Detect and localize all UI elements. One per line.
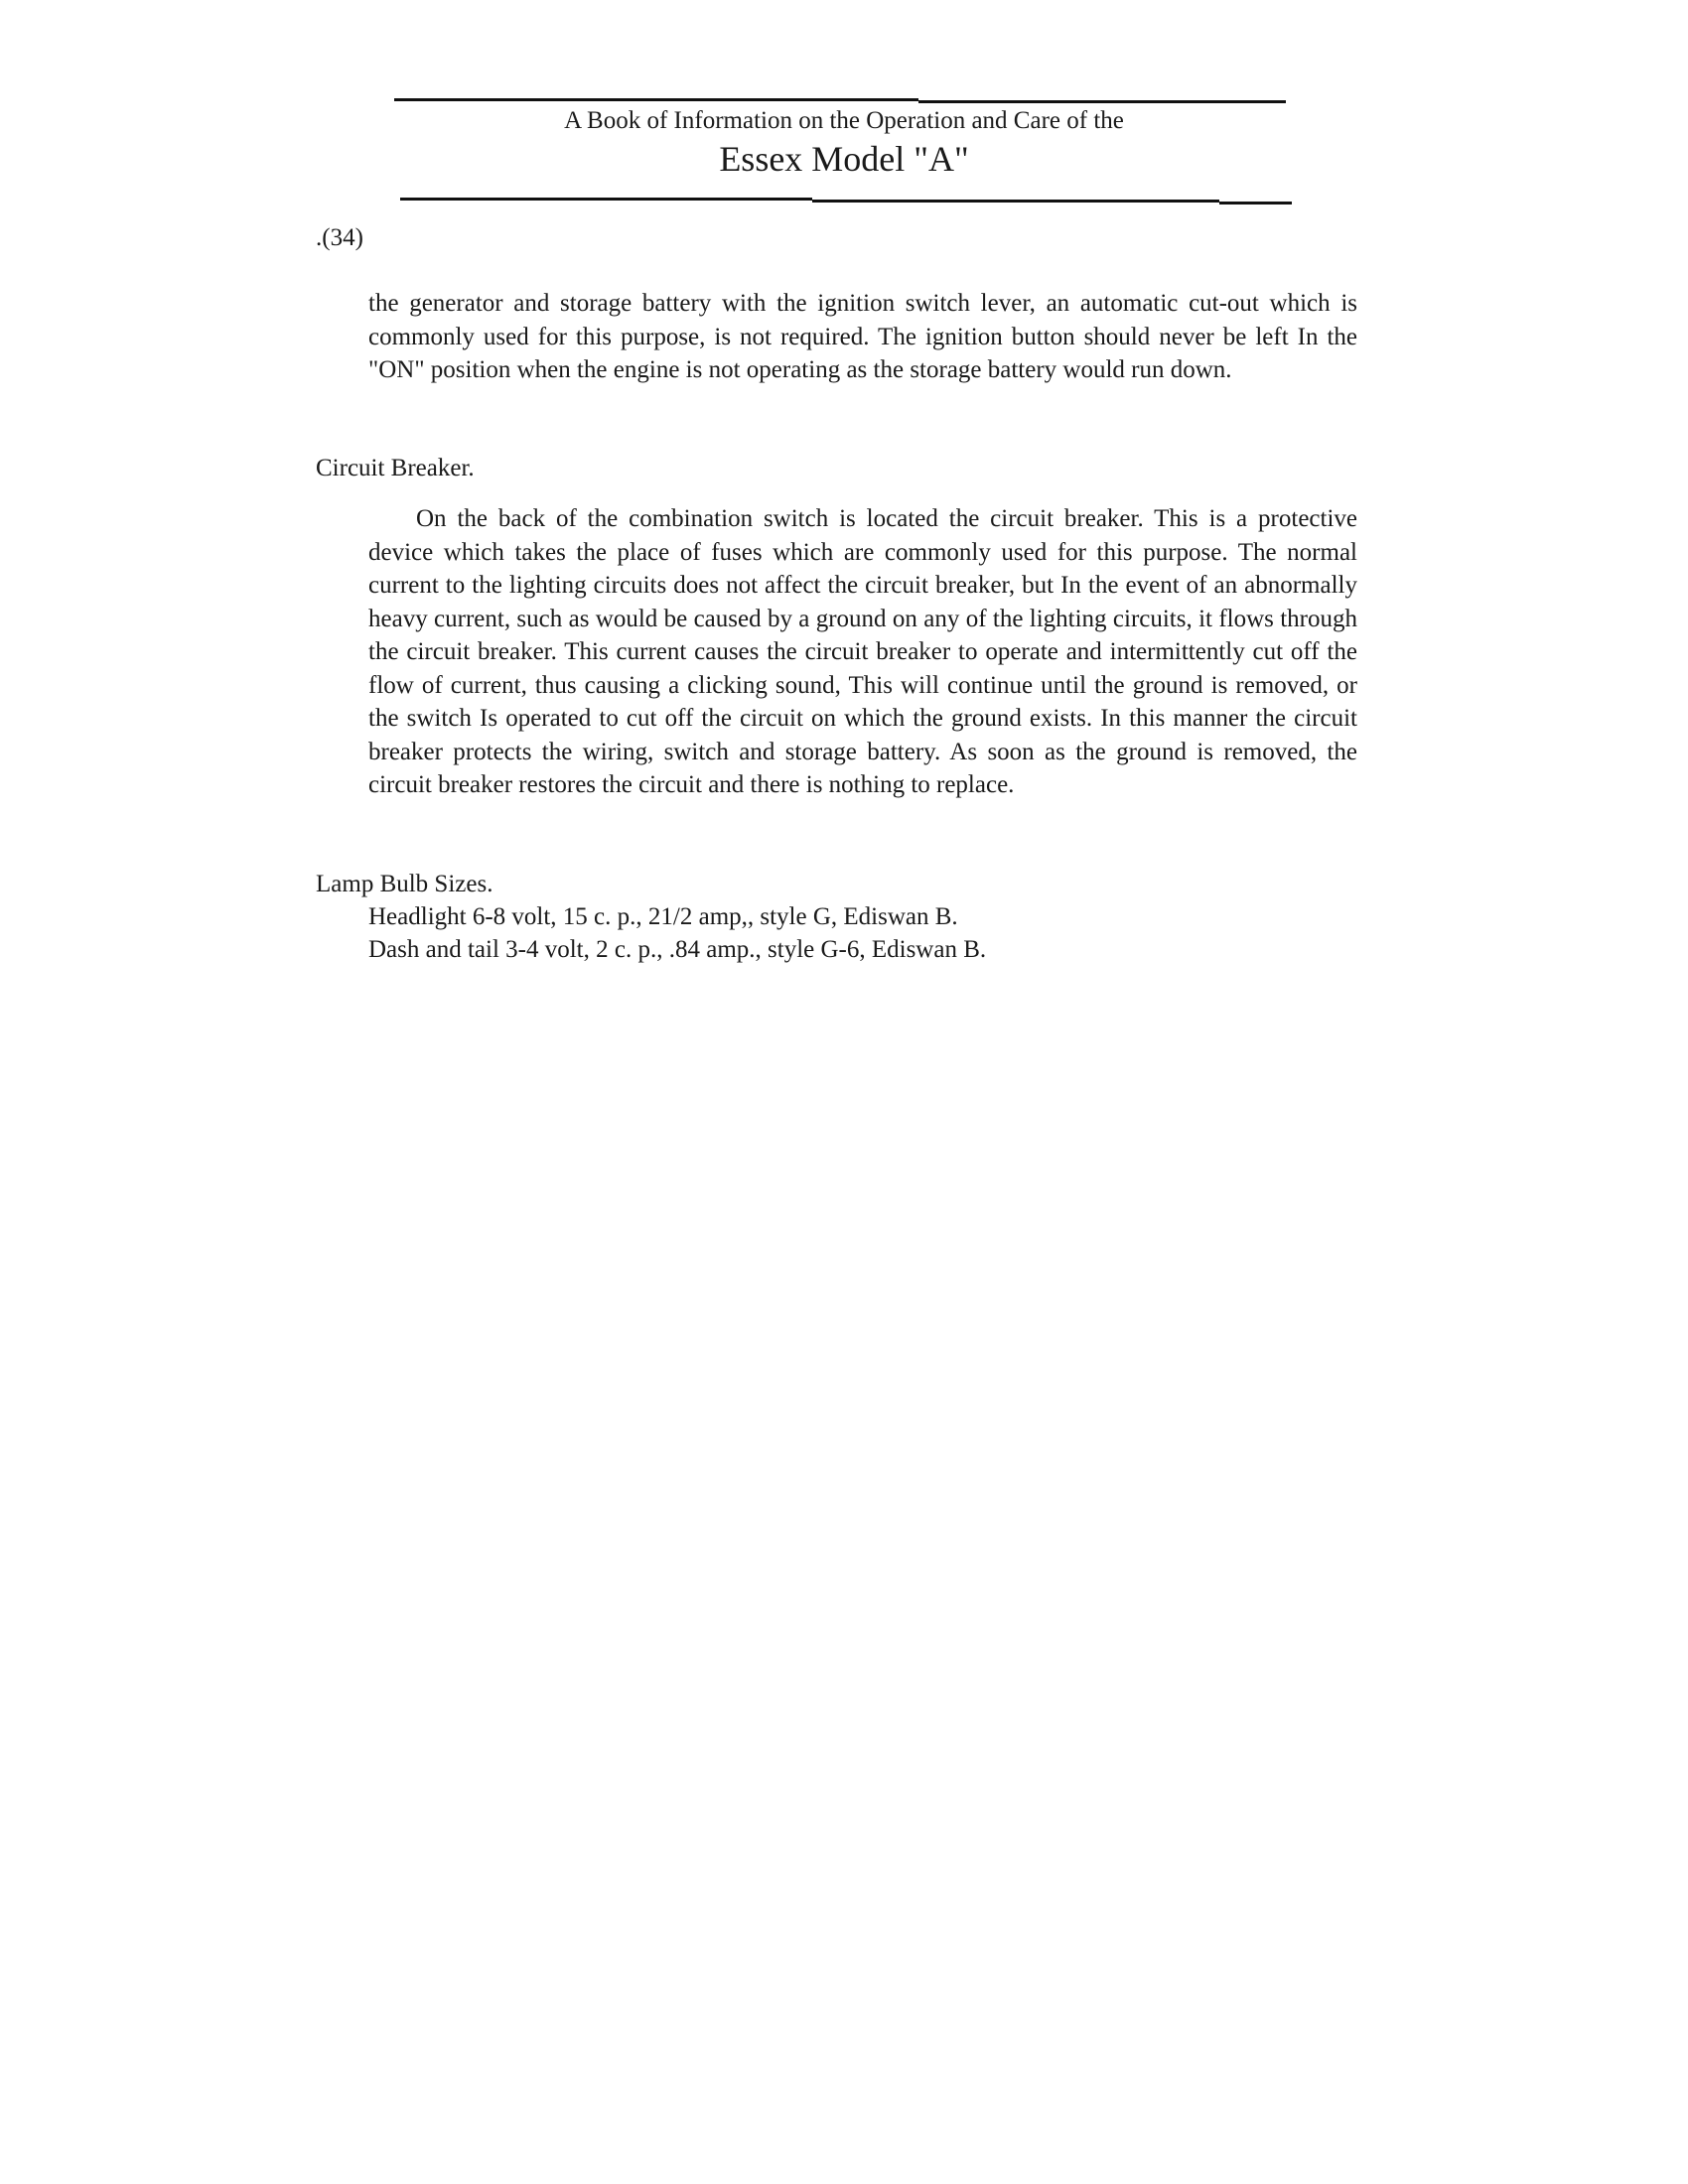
header-rule-top: [394, 98, 918, 101]
lamp-bulb-headlight: Headlight 6-8 volt, 15 c. p., 21/2 amp,, style G, Ediswan B.: [368, 903, 958, 930]
header-rule-bottom-middle: [812, 200, 1219, 203]
section-heading-circuit-breaker: Circuit Breaker.: [316, 455, 475, 481]
body-paragraph-ignition: the generator and storage battery with the ignition switch lever, an automatic cut-out which is commonly used for this purpose, is not required. The ignition button should never be left In the "ON" position when the engine is not operating as the storage battery would run down.: [368, 290, 1357, 383]
page-number: .(34): [316, 224, 363, 251]
lamp-bulb-dash-and-tail: Dash and tail 3-4 volt, 2 c. p., .84 amp., style G-6, Ediswan B.: [368, 936, 987, 963]
header-rule-bottom-left: [400, 198, 812, 201]
header-rule-bottom-right: [1219, 202, 1292, 205]
section-heading-lamp-bulb-sizes: Lamp Bulb Sizes.: [316, 871, 493, 897]
header-title: Essex Model "A": [719, 139, 969, 179]
header-rule-top-right: [918, 100, 1286, 103]
header-subtitle: A Book of Information on the Operation and Care of the: [564, 107, 1124, 134]
body-paragraph-circuit-breaker: On the back of the combination switch is located the circuit breaker. This is a protective device which takes the place of fuses which are commonly used for this purpose. The normal current to the lighting circuits does not affect the circuit breaker, but In the event of an abnormally heavy current, such as would be caused by a ground on any of the lighting circuits, it flows through the circuit breaker. This current causes the circuit breaker to operate and intermittently cut off the flow of current, thus causing a clicking sound, This will continue until the ground is removed, or the switch Is operated to cut off the circuit on which the ground exists. In this manner the circuit breaker protects the wiring, switch and storage battery. As soon as the ground is removed, the circuit breaker restores the circuit and there is nothing to replace.: [368, 505, 1357, 798]
